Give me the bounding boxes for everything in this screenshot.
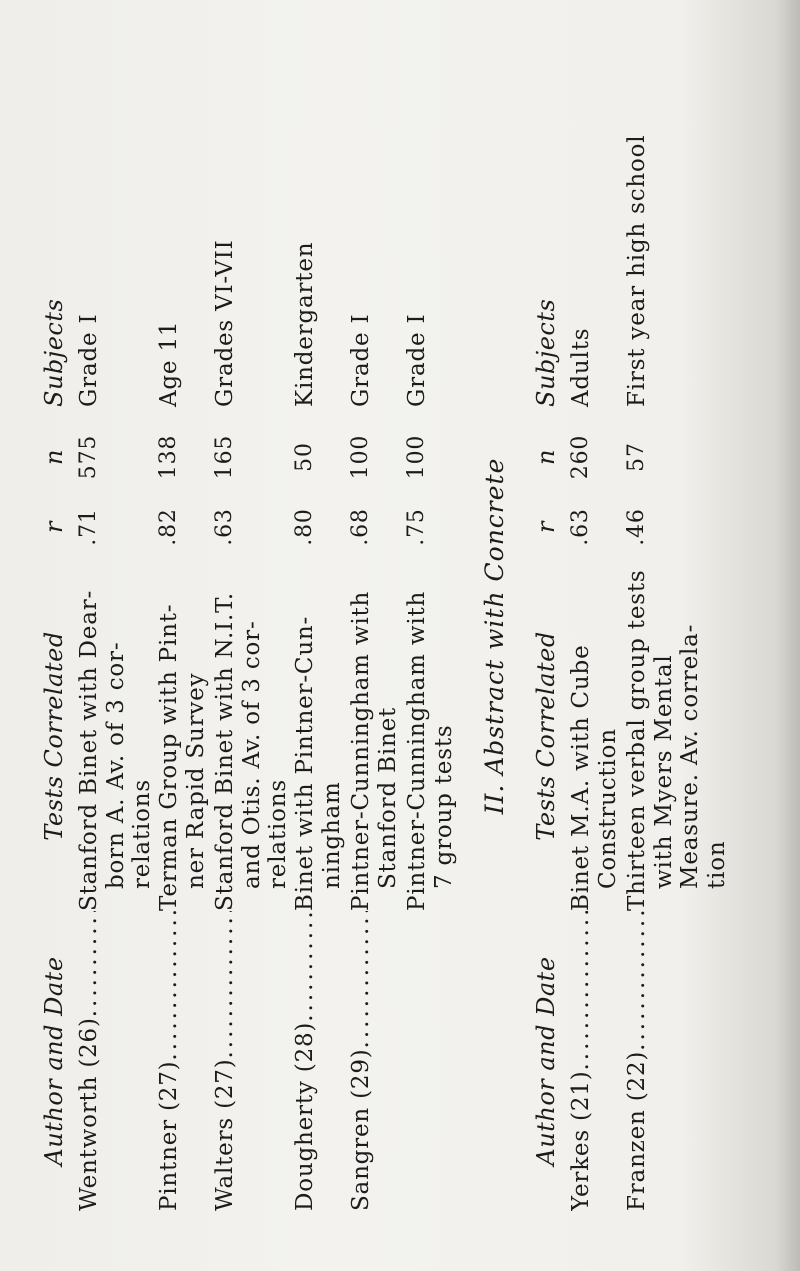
table-row [292, 61, 348, 1211]
tests-cell: Thirteen verbal group tests with Myers Mental Measure. Av. correla- tion [624, 569, 730, 911]
n-value: 50 [292, 442, 317, 472]
header-n: n [532, 449, 560, 465]
table-row [624, 61, 732, 1211]
tests-cell: Binet M.A. with Cube Construction [568, 644, 621, 911]
table-row [212, 61, 292, 1211]
tests-cell: Stanford Binet with Dear- born A. Av. of 3 cor- relations [76, 589, 155, 911]
r-value: .46 [624, 508, 649, 546]
subjects-value: Grade I [404, 313, 430, 407]
author-cell: Dougherty (28) ..... [292, 911, 319, 1211]
n-value: 57 [624, 442, 649, 472]
header-tests: Tests Correlated [40, 631, 68, 841]
tests-cell: Stanford Binet with N.I.T. and Otis. Av. of 3 cor- relations [212, 592, 291, 911]
header-tests: Tests Correlated [532, 631, 560, 841]
n-value: 100 [404, 434, 429, 480]
r-value: .75 [404, 508, 429, 546]
r-value: .71 [76, 508, 101, 546]
correlation-table-2 [480, 61, 732, 1211]
tests-cell: Pintner-Cunningham with Stanford Binet [348, 590, 401, 911]
subjects-value: Grade I [348, 313, 374, 407]
r-value: .68 [348, 508, 373, 546]
n-value: 575 [76, 434, 101, 480]
r-value: .82 [156, 508, 181, 546]
tests-cell: Binet with Pintner-Cun- ningham [292, 615, 345, 911]
table-row [404, 61, 460, 1211]
tests-cell: Pintner-Cunningham with 7 group tests [404, 590, 457, 911]
table-row [568, 61, 624, 1211]
header-r: r [40, 521, 68, 533]
header-subjects: Subjects [40, 298, 68, 407]
n-value: 138 [156, 434, 181, 480]
subjects-value: Kindergarten [292, 241, 318, 407]
header-r: r [532, 521, 560, 533]
table-row [76, 61, 156, 1211]
r-value: .80 [292, 508, 317, 546]
header-subjects: Subjects [532, 298, 560, 407]
subjects-value: Age 11 [156, 320, 182, 407]
author-cell: Walters (27) ..... [212, 911, 239, 1211]
table-row [156, 61, 212, 1211]
table-row [348, 61, 404, 1211]
correlation-table-1 [40, 61, 460, 1211]
header-author: Author and Date [40, 956, 68, 1166]
header-author: Author and Date [532, 956, 560, 1166]
author-cell: Wentworth (26) ..... [76, 911, 103, 1211]
table-header [40, 61, 76, 1211]
r-value: .63 [568, 508, 593, 546]
r-value: .63 [212, 508, 237, 546]
author-cell: Yerkes (21) ..... [568, 911, 595, 1211]
n-value: 165 [212, 434, 237, 480]
subjects-value: Grade I [76, 313, 102, 407]
author-cell: Pintner (27) ..... [156, 911, 183, 1211]
author-cell: Sangren (29) ..... [348, 911, 375, 1211]
subjects-value: Adults [568, 327, 594, 407]
header-n: n [40, 449, 68, 465]
table-header [532, 61, 568, 1211]
tests-cell: Terman Group with Pint- ner Rapid Survey [156, 603, 209, 911]
n-value: 100 [348, 434, 373, 480]
n-value: 260 [568, 434, 593, 480]
subjects-value: Grades VI-VII [212, 239, 238, 407]
author-cell: Franzen (22) ..... [624, 911, 651, 1211]
section-title: II. Abstract with Concrete [480, 457, 509, 815]
subjects-value: First year high school [624, 134, 650, 407]
